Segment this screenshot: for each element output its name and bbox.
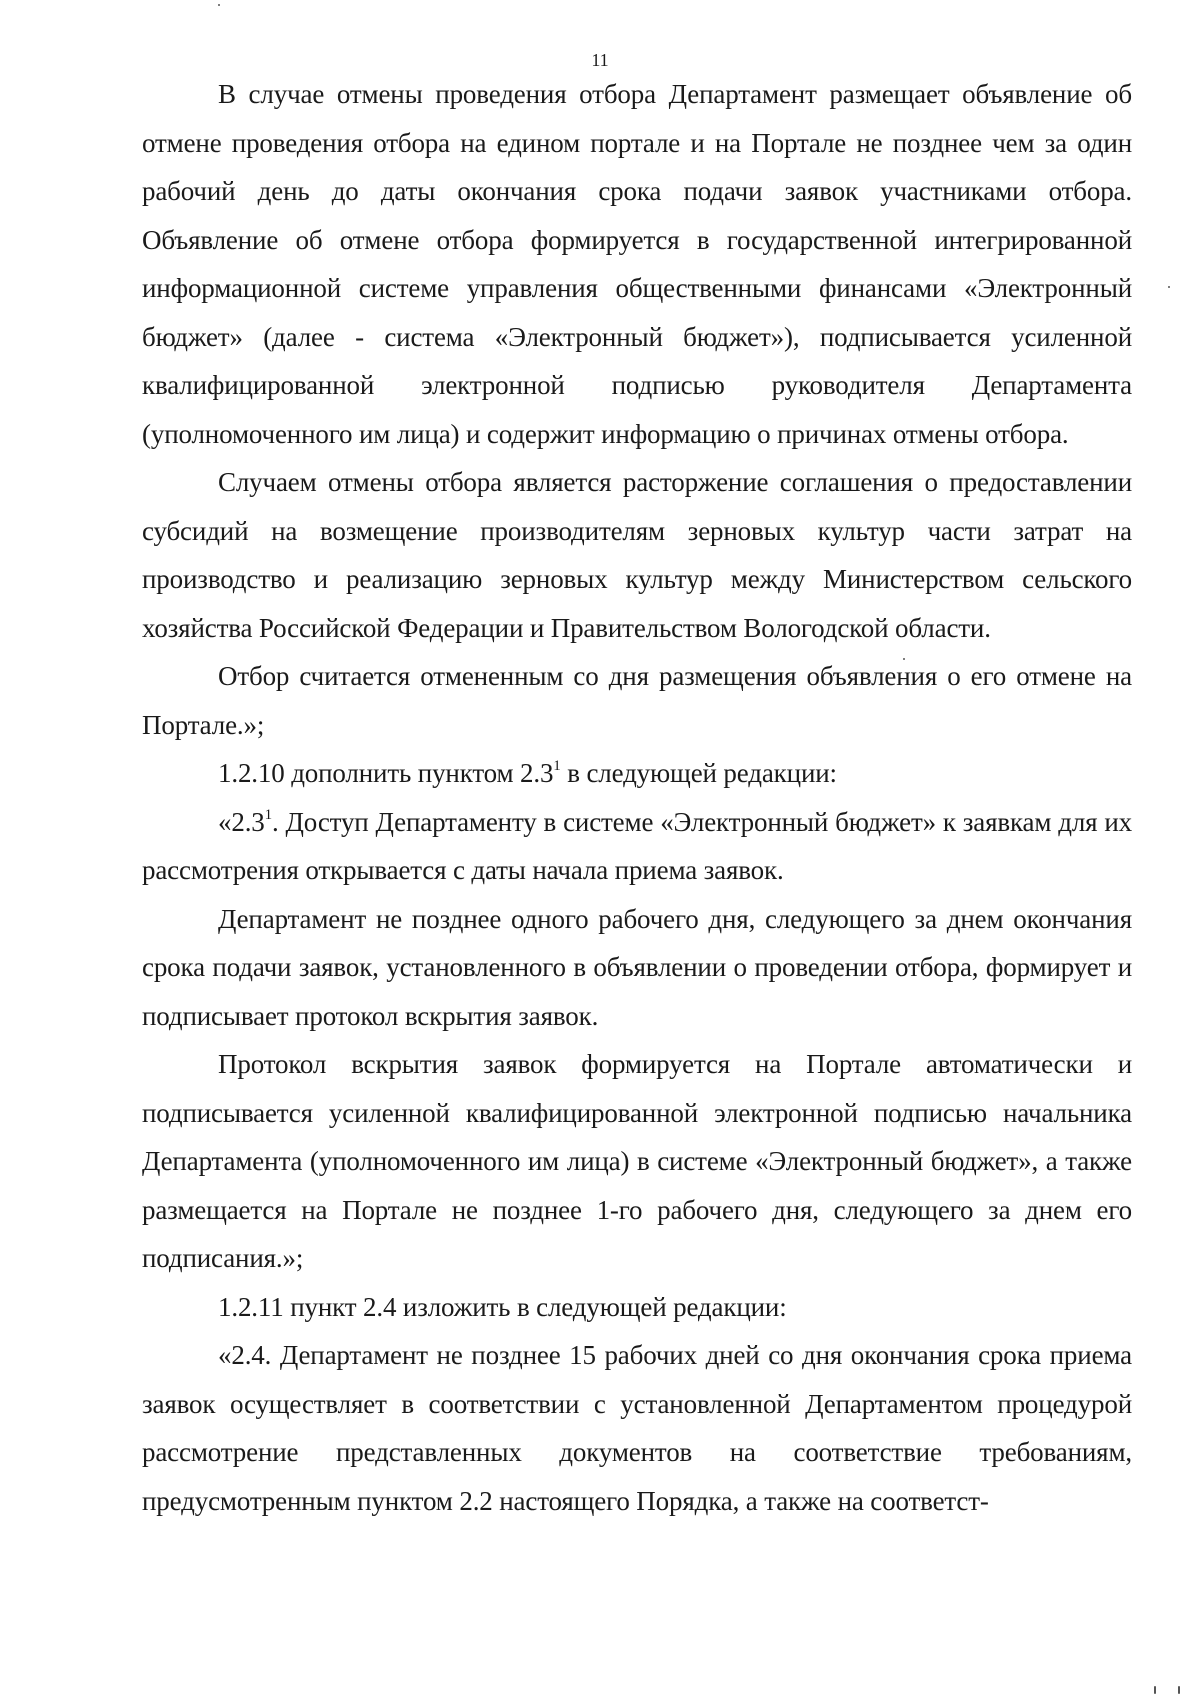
- clause-2-3-1-text: . Доступ Департаменту в системе «Электронный бюджет» к заявкам для их рассмотрения открывается с даты начала приема заявок.: [142, 806, 1132, 885]
- scan-speck: [1154, 1686, 1156, 1694]
- paragraph-cancellation-case: Случаем отмены отбора является расторжение соглашения о предоставлении субсидий на возмещение производителям зерновых культур части затрат на производство и реализацию зерновых культур между Министерством сельского хозяйства Российской Федерации и Правительством Вологодской области.: [142, 467, 1132, 643]
- page-number: 11: [591, 50, 609, 70]
- scan-speck: [1168, 286, 1170, 288]
- paragraph-clause-2-3-1: [142, 798, 1132, 895]
- paragraph-clause-2-4: «2.4. Департамент не позднее 15 рабочих дней со дня окончания срока приема заявок осуществляет в соответствии с установленной Департаментом процедурой рассмотрение представленных документов на соответствие требованиям, предусмотренным пунктом 2.2 настоящего Порядка, а также на соответст-: [142, 1340, 1132, 1516]
- paragraph-amendment-1-2-11: 1.2.11 пункт 2.4 изложить в следующей редакции:: [218, 1291, 787, 1322]
- clause-2-3-1-number: «2.3: [218, 806, 265, 837]
- paragraph-opening-protocol: Департамент не позднее одного рабочего дня, следующего за днем окончания срока подачи заявок, установленного в объявлении о проведении отбора, формирует и подписывает протокол вскрытия заявок.: [142, 903, 1132, 1031]
- scan-speck: [903, 658, 905, 660]
- document-body: [142, 70, 1132, 1525]
- amendment-1-2-10-text: 1.2.10 дополнить пунктом 2.3: [218, 758, 554, 788]
- superscript-mark: 1: [553, 758, 561, 774]
- scan-speck: [1178, 1686, 1180, 1694]
- amendment-1-2-10-tail: в следующей редакции:: [560, 758, 837, 788]
- paragraph-protocol-signing: Протокол вскрытия заявок формируется на Портале автоматически и подписывается усиленной квалифицированной электронной подписью начальника Департамента (уполномоченного им лица) в системе «Электронный бюджет», а также размещается на Портале не позднее 1-го рабочего дня, следующего за днем его подписания.»;: [142, 1049, 1132, 1273]
- paragraph-amendment-1-2-10: [142, 749, 1132, 798]
- scan-speck: [218, 4, 220, 6]
- superscript-mark: 1: [264, 806, 273, 823]
- paragraph-cancellation-notice: В случае отмены проведения отбора Департамент размещает объявление об отмене проведения отбора на едином портале и на Портале не позднее чем за один рабочий день до даты окончания срока подачи заявок участниками отбора. Объявление об отмене отбора формируется в государственной интегрированной информационной системе управления общественными финансами «Электронный бюджет» (далее - система «Электронный бюджет»), подписывается усиленной квалифицированной электронной подписью руководителя Департамента (уполномоченного им лица) и содержит информацию о причинах отмены отбора.: [142, 79, 1132, 449]
- paragraph-cancellation-effective: Отбор считается отмененным со дня размещения объявления о его отмене на Портале.»;: [142, 661, 1132, 740]
